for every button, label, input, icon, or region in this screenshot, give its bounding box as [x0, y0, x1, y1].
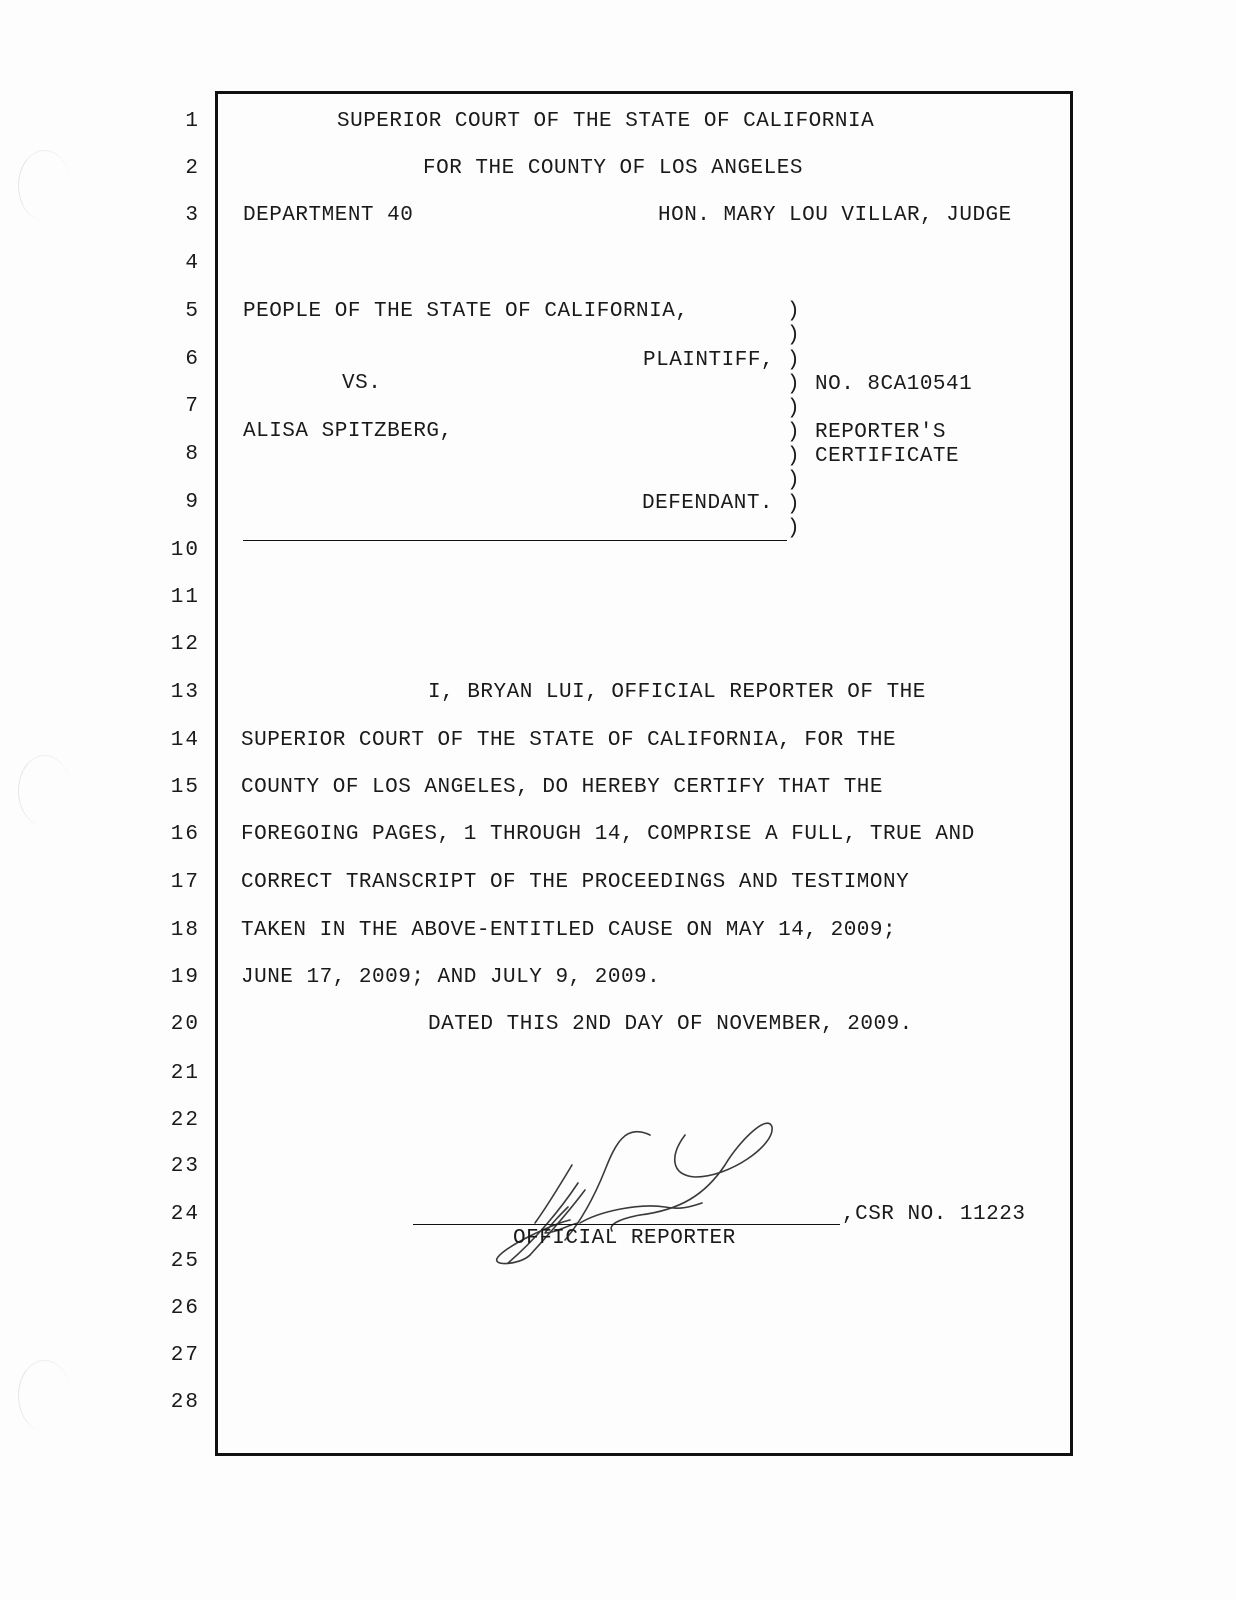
- line-number: 12: [170, 633, 200, 656]
- line-number: 16: [170, 823, 200, 846]
- line-number: 24: [170, 1203, 200, 1226]
- line-number: 7: [185, 395, 200, 418]
- certificate-text: CORRECT TRANSCRIPT OF THE PROCEEDINGS AND TESTIMONY: [241, 871, 910, 894]
- line-number: 13: [170, 681, 200, 704]
- punch-hole-top: [18, 150, 71, 221]
- line-number: 8: [185, 443, 200, 466]
- caption-underline: [243, 540, 787, 541]
- certificate-text: SUPERIOR COURT OF THE STATE OF CALIFORNIA, FOR THE: [241, 729, 897, 752]
- line-number: 14: [170, 729, 200, 752]
- line-number: 17: [170, 871, 200, 894]
- versus: VS.: [342, 372, 382, 395]
- defendant-label: DEFENDANT.: [642, 492, 774, 515]
- caption-paren: ): [787, 517, 800, 540]
- line-number: 23: [170, 1155, 200, 1178]
- case-number: NO. 8CA10541: [815, 373, 973, 396]
- line-number: 28: [170, 1391, 200, 1414]
- county-name: FOR THE COUNTY OF LOS ANGELES: [423, 157, 803, 180]
- document-title-line1: REPORTER'S: [815, 421, 947, 444]
- caption-paren: ): [787, 349, 800, 372]
- line-number: 15: [170, 776, 200, 799]
- defendant-name: ALISA SPITZBERG,: [243, 420, 453, 443]
- line-number: 21: [170, 1062, 200, 1085]
- line-number: 25: [170, 1250, 200, 1273]
- line-number: 1: [185, 110, 200, 133]
- certificate-text: COUNTY OF LOS ANGELES, DO HEREBY CERTIFY THAT THE: [241, 776, 884, 799]
- line-number: 27: [170, 1344, 200, 1367]
- caption-paren: ): [787, 421, 800, 444]
- signature-line: [413, 1224, 840, 1225]
- punch-hole-bottom: [18, 1360, 71, 1431]
- line-number: 18: [170, 919, 200, 942]
- line-number: 26: [170, 1297, 200, 1320]
- document-title-line2: CERTIFICATE: [815, 445, 960, 468]
- court-name: SUPERIOR COURT OF THE STATE OF CALIFORNIA: [337, 110, 875, 133]
- caption-paren: ): [787, 493, 800, 516]
- caption-paren: ): [787, 324, 800, 347]
- caption-paren: ): [787, 445, 800, 468]
- line-number: 10: [170, 539, 200, 562]
- line-number: 4: [185, 252, 200, 275]
- judge-name: HON. MARY LOU VILLAR, JUDGE: [658, 204, 1012, 227]
- punch-hole-middle: [18, 755, 71, 826]
- caption-paren: ): [787, 373, 800, 396]
- line-number: 19: [170, 966, 200, 989]
- csr-number: ,CSR NO. 11223: [842, 1203, 1026, 1226]
- caption-paren: ): [787, 469, 800, 492]
- line-number: 20: [170, 1013, 200, 1036]
- plaintiff-name: PEOPLE OF THE STATE OF CALIFORNIA,: [243, 300, 689, 323]
- handwritten-signature: [490, 1115, 790, 1275]
- certificate-text: JUNE 17, 2009; AND JULY 9, 2009.: [241, 966, 661, 989]
- certificate-text: I, BRYAN LUI, OFFICIAL REPORTER OF THE: [428, 681, 926, 704]
- plaintiff-label: PLAINTIFF,: [643, 349, 775, 372]
- line-number: 9: [185, 491, 200, 514]
- certificate-text: FOREGOING PAGES, 1 THROUGH 14, COMPRISE A FULL, TRUE AND: [241, 823, 975, 846]
- line-number: 3: [185, 204, 200, 227]
- line-number: 6: [185, 348, 200, 371]
- dated-line: DATED THIS 2ND DAY OF NOVEMBER, 2009.: [428, 1013, 913, 1036]
- certificate-text: TAKEN IN THE ABOVE-ENTITLED CAUSE ON MAY 14, 2009;: [241, 919, 897, 942]
- caption-paren: ): [787, 300, 800, 323]
- official-reporter-title: OFFICIAL REPORTER: [513, 1227, 736, 1250]
- line-number: 2: [185, 157, 200, 180]
- line-number: 22: [170, 1109, 200, 1132]
- line-number: 11: [170, 586, 200, 609]
- department: DEPARTMENT 40: [243, 204, 414, 227]
- line-number: 5: [185, 300, 200, 323]
- caption-paren: ): [787, 397, 800, 420]
